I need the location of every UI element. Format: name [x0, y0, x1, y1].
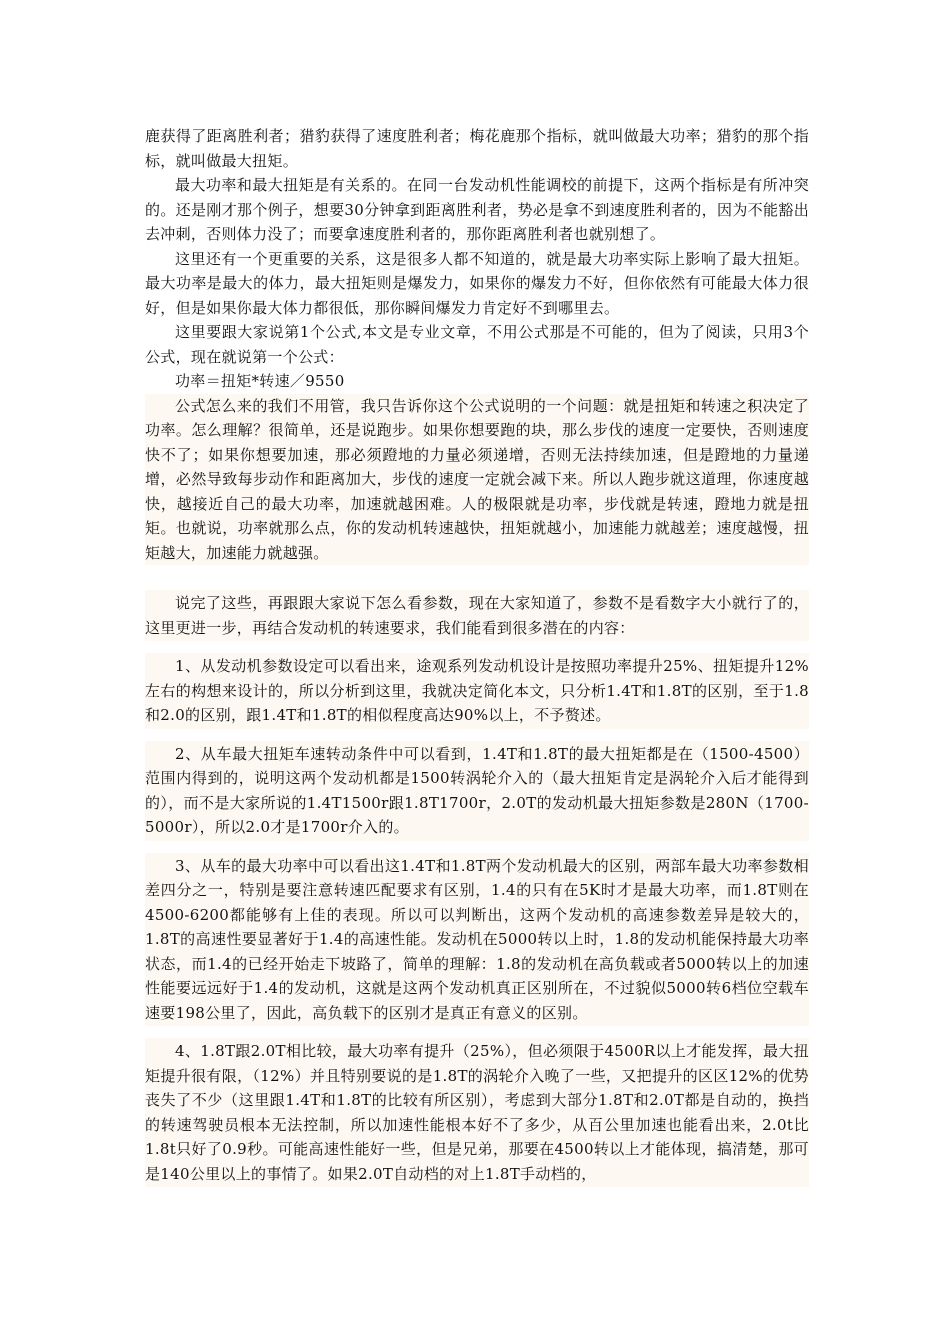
list-item: 2、从车最大扭矩车速转动条件中可以看到，1.4T和1.8T的最大扭矩都是在（1500-4500）范围内得到的，说明这两个发动机都是1500转涡轮介入的（最大扭矩肯定是涡轮介入后才能得到的），而不是大家所说的1.4T1500r跟1.8T1700r，2.0T的发动机最大扭矩参数是280N（1700-5000r），所以2.0才是1700r介入的。 — [145, 741, 809, 841]
paragraph: 最大功率和最大扭矩是有关系的。在同一台发动机性能调校的前提下，这两个指标是有所冲突的。还是刚才那个例子，想要30分钟拿到距离胜利者，势必是拿不到速度胜利者的，因为不能豁出去冲刺，否则体力没了；而要拿速度胜利者的，那你距离胜利者也就别想了。 — [145, 176, 809, 243]
spacer — [145, 565, 809, 590]
spacer — [145, 729, 809, 741]
list-item: 3、从车的最大功率中可以看出这1.4T和1.8T两个发动机最大的区别，两部车最大功率参数相差四分之一，特别是要注意转速匹配要求有区别，1.4的只有在5K时才是最大功率，而1.8T则在4500-6200都能够有上佳的表现。所以可以判断出，这两个发动机的高速参数差异是较大的，1.8T的高速性要显著好于1.4的高速性能。发动机在5000转以上时，1.8的发动机能保持最大功率状态，而1.4的已经开始走下坡路了，简单的理解：1.8的发动机在高负载或者5000转以上的加速性能要远远好于1.4的发动机，这就是这两个发动机真正区别所在，不过貌似5000转6档位空载车速要198公里了，因此，高负载下的区别才是真正有意义的区别。 — [145, 853, 809, 1027]
list-item: 1、从发动机参数设定可以看出来，途观系列发动机设计是按照功率提升25%、扭矩提升12%左右的构想来设计的，所以分析到这里，我就决定简化本文，只分析1.4T和1.8T的区别，至于1.8和2.0的区别，跟1.4T和1.8T的相似程度高达90%以上，不予赘述。 — [145, 653, 809, 729]
paragraph: 这里还有一个更重要的关系，这是很多人都不知道的，就是最大功率实际上影响了最大扭矩。最大功率是最大的体力，最大扭矩则是爆发力，如果你的爆发力不好，但你依然有可能最大体力很好，但是如果你最大体力都很低，那你瞬间爆发力肯定好不到哪里去。 — [145, 249, 809, 317]
list-item: 4、1.8T跟2.0T相比较，最大功率有提升（25%），但必须限于4500R以上才能发挥，最大扭矩提升很有限，（12%）并且特别要说的是1.8T的涡轮介入晚了一些，又把提升的区区12%的优势丧失了不少（这里跟1.4T和1.8T的比较有所区别），考虑到大部分1.8T和2.0T都是自动的，换挡的转速驾驶员根本无法控制，所以加速性能根本好不了多少，从百公里加速也能看出来，2.0t比1.8t只好了0.9秒。可能高速性能好一些，但是兄弟，那要在4500转以上才能体现，搞清楚，那可是140公里以上的事情了。如果2.0T自动档的对上1.8T手动档的， — [145, 1038, 809, 1187]
paragraph: 鹿获得了距离胜利者；猎豹获得了速度胜利者；梅花鹿那个指标，就叫做最大功率；猎豹的那个指标，就叫做最大扭矩。 — [145, 127, 809, 170]
paragraph: 说完了这些，再跟跟大家说下怎么看参数，现在大家知道了，参数不是看数字大小就行了的，这里更进一步，再结合发动机的转速要求，我们能看到很多潜在的内容： — [145, 590, 809, 641]
paragraph: 公式怎么来的我们不用管，我只告诉你这个公式说明的一个问题：就是扭矩和转速之积决定了功率。怎么理解？很简单，还是说跑步。如果你想要跑的块，那么步伐的速度一定要快，否则速度快不了；如果你想要加速，那必须蹬地的力量必须递增，否则无法持续加速，但是蹬地的力量递增，必然导致每步动作和距离加大，步伐的速度一定就会减下来。所以人跑步就这道理，你速度越快，越接近自己的最大功率，加速就越困难。人的极限就是功率，步伐就是转速，蹬地力就是扭矩。也就说，功率就那么点，你的发动机转速越快，扭矩就越小，加速能力就越差；速度越慢，扭矩越大，加速能力就越强。 — [145, 394, 809, 566]
formula: 功率＝扭矩*转速／9550 — [175, 372, 345, 390]
spacer — [145, 841, 809, 853]
spacer — [145, 641, 809, 653]
spacer — [145, 1026, 809, 1038]
article-body — [145, 124, 809, 1187]
paragraph: 这里要跟大家说第1个公式,本文是专业文章，不用公式那是不可能的，但为了阅读，只用3个公式，现在就说第一个公式： — [145, 323, 809, 366]
